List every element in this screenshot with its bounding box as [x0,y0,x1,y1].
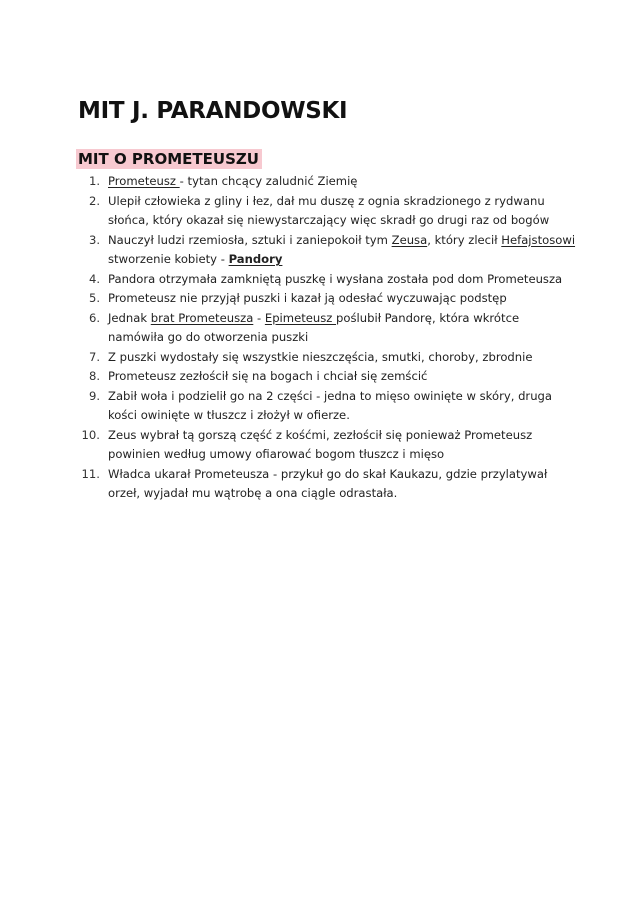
text-segment: Nauczył ludzi rzemiosła, sztuki i zaniepokoił tym [108,232,392,247]
list-item-number: 2. [88,193,100,208]
list-item-text [108,426,578,465]
list-item [78,192,578,231]
text-segment: , który zlecił [427,232,502,247]
text-segment: Prometeusz nie przyjął puszki i kazał ją odesłać wyczuwając podstęp [108,291,507,305]
list-item-text [108,309,578,348]
text-segment: - tytan chcący zaludnić Ziemię [179,174,358,188]
list-item [78,270,578,290]
list-item-number: 8. [88,369,100,383]
underlined-term: brat Prometeusza [150,310,254,325]
text-segment: Pandora otrzymała zamkniętą puszkę i wysłana została pod dom Prometeusza [108,271,563,286]
text-segment: Z puszki wydostały się wszystkie nieszczęścia, smutki, choroby, zbrodnie [108,349,533,364]
numbered-list [78,172,578,504]
list-item-number: 11. [81,466,100,481]
list-item-number: 7. [88,349,100,364]
list-item [78,172,578,192]
list-item-number: 5. [88,291,100,305]
list-item-text [108,192,578,231]
list-item-text [108,270,578,290]
list-item [78,426,578,465]
list-item [78,387,578,426]
underlined-term: Prometeusz [108,174,180,188]
list-item [78,465,578,504]
text-segment: poślubił Pandorę, która wkrótce namówiła go do otworzenia puszki [108,310,520,344]
text-segment: Ulepił człowieka z gliny i łez, dał mu duszę z ognia skradzionego z rydwanu słońca, który okazał się niewystarczający więc skradł go drugi raz od bogów [108,193,550,227]
text-segment: - [253,310,265,325]
list-item-text [108,289,578,309]
list-item-text [108,348,578,368]
text-segment: Zeus wybrał tą gorszą część z kośćmi, zezłościł się ponieważ Prometeusz powinien według umowy ofiarować bogom tłuszcz i mięso [108,427,533,461]
list-item-text [108,387,578,426]
text-segment: Jednak [108,310,151,325]
text-segment: Zabił woła i podzielił go na 2 części - jedna to mięso owinięte w skóry, druga kości owinięte w tłuszcz i złożył w ofierze. [108,388,553,422]
underlined-term: Zeusa [391,232,428,247]
list-item-text [108,367,578,387]
list-item-text [108,231,578,270]
list-item-number: 10. [81,427,100,442]
list-item [78,231,578,270]
list-item [78,348,578,368]
underlined-term: Hefajstosowi [501,232,576,247]
section-heading: MIT O PROMETEUSZU [76,149,262,169]
list-item-number: 3. [88,232,100,247]
document-title: MIT J. PARANDOWSKI [78,98,348,124]
text-segment: stworzenie kobiety - [108,252,229,266]
list-item-number: 4. [88,271,100,286]
list-item [78,309,578,348]
list-item-number: 9. [88,388,100,403]
list-item-number: 1. [88,174,100,188]
list-item-text [108,465,578,504]
underlined-term: Epimeteusz [264,310,337,325]
list-item [78,367,578,387]
list-item-text [108,172,578,192]
list-item [78,289,578,309]
text-segment: Prometeusz zezłościł się na bogach i chciał się zemścić [108,369,428,383]
text-segment: Władca ukarał Prometeusza - przykuł go do skał Kaukazu, gdzie przylatywał orzeł, wyjadał mu wątrobę a ona ciągle odrastała. [108,466,548,500]
underlined-term: Pandory [228,252,283,266]
list-item-number: 6. [88,310,100,325]
